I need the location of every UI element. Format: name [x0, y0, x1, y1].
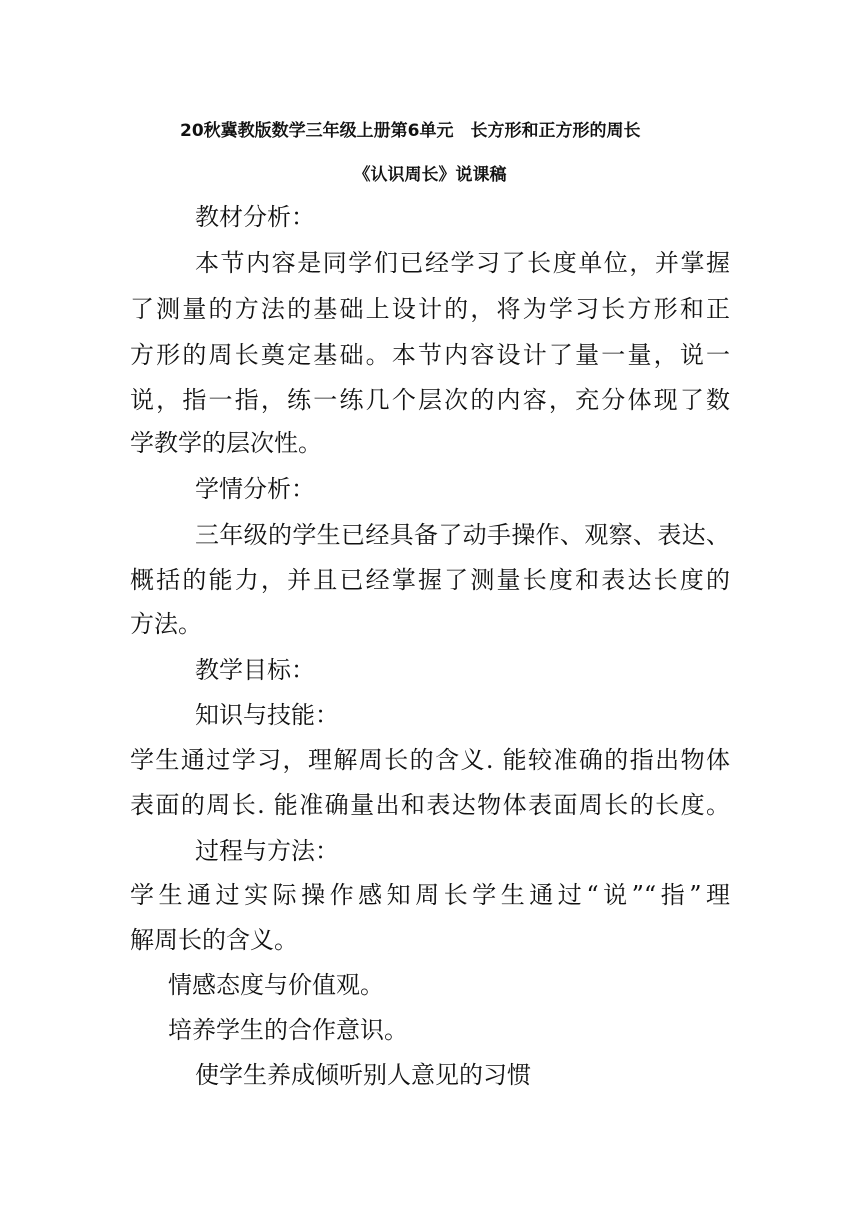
paragraph-line: 学生通过学习，理解周长的含义. 能较准确的指出物体	[130, 746, 730, 774]
paragraph-line: 使学生养成倾听别人意见的习惯	[195, 1061, 531, 1089]
subsection-heading-attitude: 情感态度与价值观。	[168, 971, 384, 999]
document-subtitle: 《认识周长》说课稿	[353, 165, 507, 185]
paragraph-line: 培养学生的合作意识。	[168, 1016, 408, 1044]
paragraph-line: 了测量的方法的基础上设计的，将为学习长方形和正	[130, 295, 730, 323]
paragraph-line: 说，指一指，练一练几个层次的内容，充分体现了数	[130, 386, 730, 414]
section-heading-students: 学情分析：	[195, 475, 315, 503]
paragraph-line: 解周长的含义。	[130, 926, 298, 954]
paragraph-line: 方法。	[130, 610, 202, 638]
paragraph-line: 学生通过实际操作感知周长学生通过“说”“指”理	[130, 881, 730, 909]
paragraph-line: 表面的周长. 能准确量出和表达物体表面周长的长度。	[130, 791, 730, 819]
subsection-heading-process: 过程与方法：	[195, 837, 339, 865]
paragraph-line: 概括的能力，并且已经掌握了测量长度和表达长度的	[130, 566, 730, 594]
document-title: 20秋冀教版数学三年级上册第6单元 长方形和正方形的周长	[180, 121, 641, 141]
paragraph-line: 学教学的层次性。	[130, 429, 322, 457]
subsection-heading-knowledge: 知识与技能：	[195, 701, 339, 729]
section-heading-goals: 教学目标：	[195, 656, 315, 684]
paragraph-line: 方形的周长奠定基础。本节内容设计了量一量，说一	[130, 341, 730, 369]
section-heading-material: 教材分析：	[195, 203, 315, 231]
paragraph-line: 三年级的学生已经具备了动手操作、观察、表达、	[195, 521, 730, 549]
paragraph-line: 本节内容是同学们已经学习了长度单位，并掌握	[195, 249, 730, 277]
